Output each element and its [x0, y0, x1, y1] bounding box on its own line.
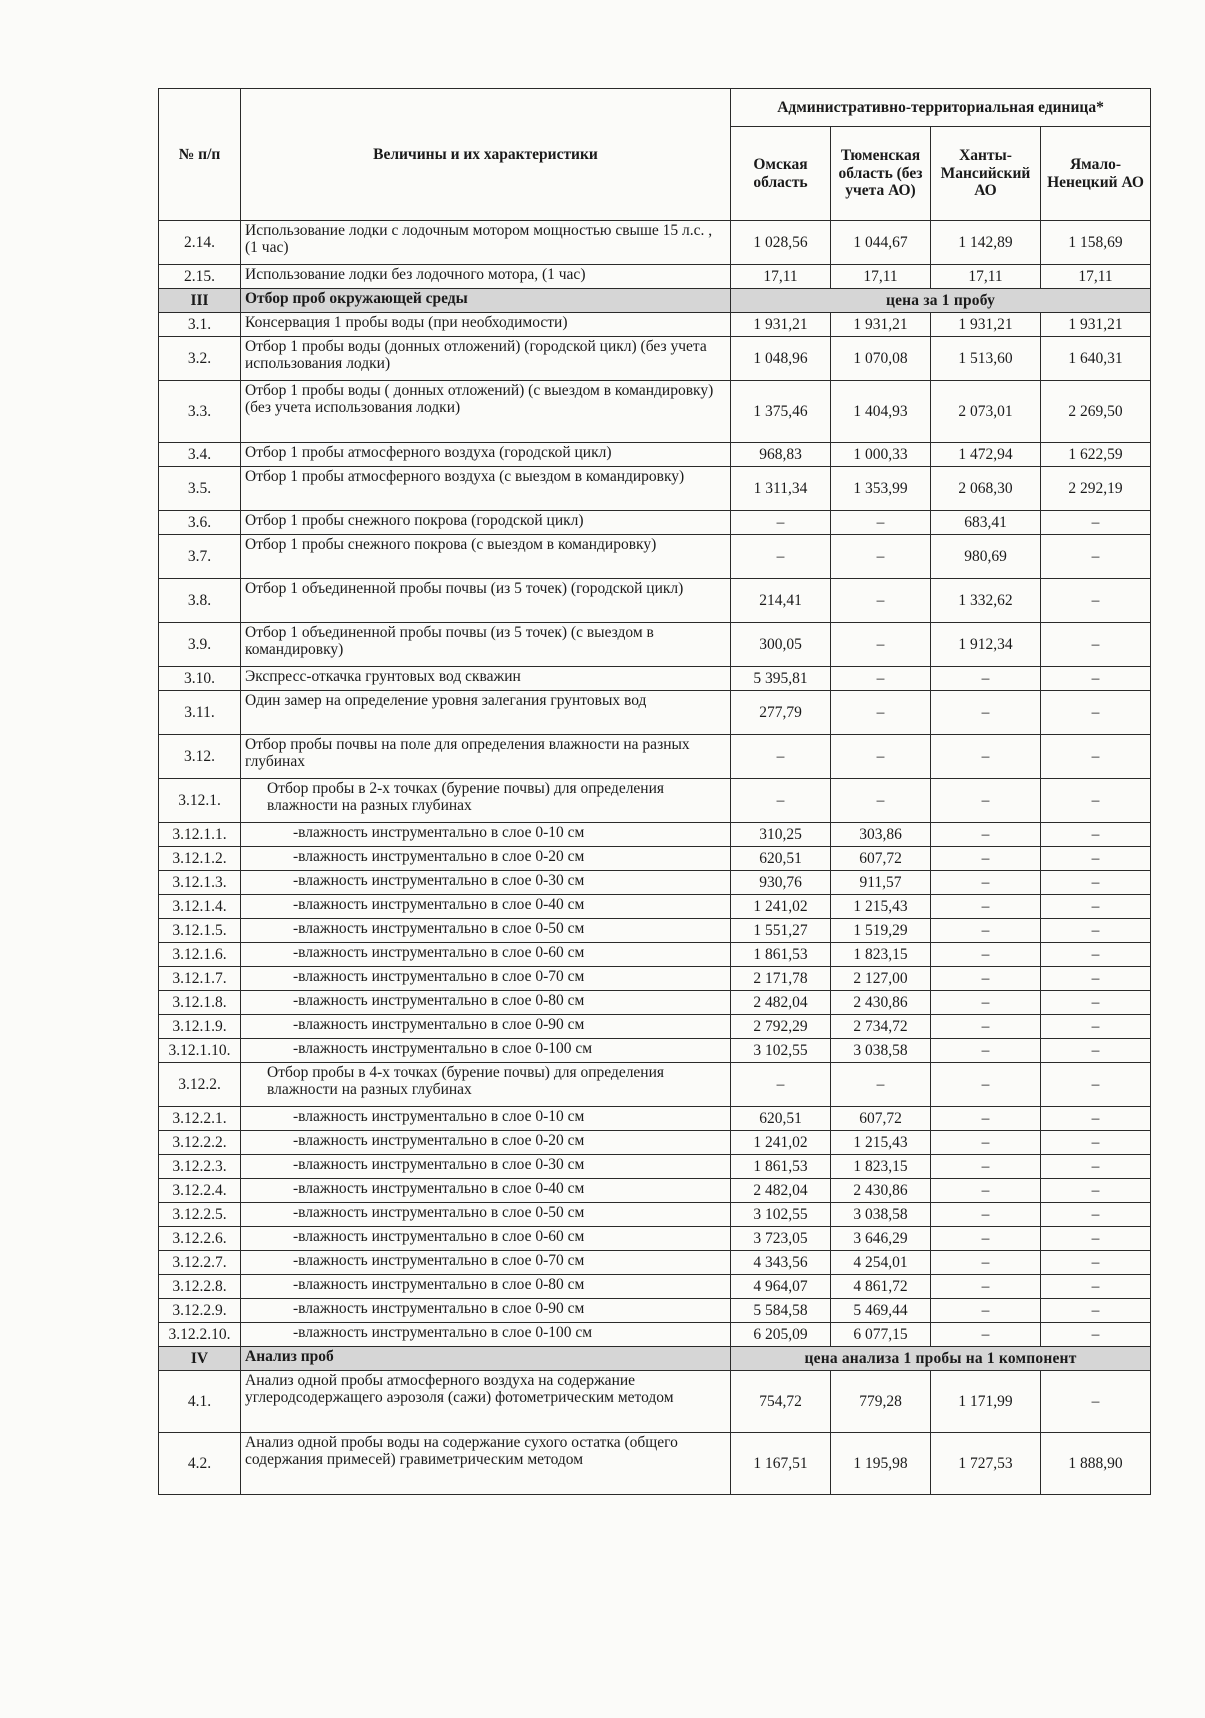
row-number: 3.12.: [159, 735, 241, 779]
value-khmao: –: [931, 967, 1041, 991]
value-yanao: –: [1041, 1179, 1151, 1203]
value-khmao: –: [931, 1275, 1041, 1299]
row-number: 3.4.: [159, 443, 241, 467]
value-omsk: 17,11: [731, 265, 831, 289]
row-description: Отбор 1 пробы снежного покрова (городской цикл): [241, 511, 731, 535]
header-region-khmao: Ханты-Мансийский АО: [931, 127, 1041, 221]
value-khmao: 1 171,99: [931, 1371, 1041, 1433]
value-tyumen: 1 931,21: [831, 313, 931, 337]
value-tyumen: 303,86: [831, 823, 931, 847]
row-description: -влажность инструментально в слое 0-70 см: [241, 1251, 731, 1275]
value-omsk: 3 723,05: [731, 1227, 831, 1251]
row-description: -влажность инструментально в слое 0-10 см: [241, 823, 731, 847]
table-row: [159, 1227, 1151, 1251]
value-omsk: 2 171,78: [731, 967, 831, 991]
price-table: [158, 88, 1151, 1495]
value-omsk: 3 102,55: [731, 1039, 831, 1063]
header-region-group: Административно-территориальная единица*: [731, 89, 1151, 127]
header-region-tyumen: Тюменская область (без учета АО): [831, 127, 931, 221]
value-tyumen: –: [831, 691, 931, 735]
value-khmao: –: [931, 871, 1041, 895]
row-description: -влажность инструментально в слое 0-50 см: [241, 919, 731, 943]
value-tyumen: –: [831, 779, 931, 823]
table-row: [159, 1015, 1151, 1039]
value-yanao: –: [1041, 991, 1151, 1015]
value-khmao: –: [931, 779, 1041, 823]
row-number: 2.14.: [159, 221, 241, 265]
row-number: 3.12.1.8.: [159, 991, 241, 1015]
table-row: [159, 1275, 1151, 1299]
value-yanao: –: [1041, 1155, 1151, 1179]
row-number: 3.5.: [159, 467, 241, 511]
value-omsk: 754,72: [731, 1371, 831, 1433]
table-row: [159, 895, 1151, 919]
row-number: 2.15.: [159, 265, 241, 289]
row-number: 3.12.1.5.: [159, 919, 241, 943]
value-yanao: –: [1041, 779, 1151, 823]
row-number: 3.12.1.2.: [159, 847, 241, 871]
table-row: [159, 337, 1151, 381]
value-tyumen: 1 215,43: [831, 1131, 931, 1155]
value-khmao: –: [931, 1299, 1041, 1323]
table-row: [159, 623, 1151, 667]
value-tyumen: 1 823,15: [831, 1155, 931, 1179]
value-omsk: 1 375,46: [731, 381, 831, 443]
table-row: [159, 1039, 1151, 1063]
row-description: -влажность инструментально в слое 0-90 см: [241, 1015, 731, 1039]
value-tyumen: –: [831, 667, 931, 691]
row-description: -влажность инструментально в слое 0-40 см: [241, 895, 731, 919]
table-row: [159, 1251, 1151, 1275]
value-omsk: 2 482,04: [731, 1179, 831, 1203]
row-description: -влажность инструментально в слое 0-40 см: [241, 1179, 731, 1203]
value-omsk: 1 311,34: [731, 467, 831, 511]
row-description: Использование лодки без лодочного мотора, (1 час): [241, 265, 731, 289]
value-tyumen: 2 127,00: [831, 967, 931, 991]
table-row: [159, 1131, 1151, 1155]
value-omsk: 1 048,96: [731, 337, 831, 381]
row-number: III: [159, 289, 241, 313]
row-description: -влажность инструментально в слое 0-80 см: [241, 991, 731, 1015]
table-row: [159, 1179, 1151, 1203]
value-omsk: 300,05: [731, 623, 831, 667]
row-number: 3.12.1.: [159, 779, 241, 823]
row-description: Отбор 1 пробы атмосферного воздуха (городской цикл): [241, 443, 731, 467]
row-description: Отбор проб окружающей среды: [241, 289, 731, 313]
row-description: -влажность инструментально в слое 0-20 см: [241, 1131, 731, 1155]
row-description: -влажность инструментально в слое 0-60 см: [241, 1227, 731, 1251]
value-yanao: –: [1041, 919, 1151, 943]
header-description: Величины и их характеристики: [241, 89, 731, 221]
row-number: 3.6.: [159, 511, 241, 535]
value-khmao: 1 912,34: [931, 623, 1041, 667]
value-omsk: 6 205,09: [731, 1323, 831, 1347]
value-khmao: –: [931, 991, 1041, 1015]
table-row: [159, 967, 1151, 991]
row-description: Анализ одной пробы атмосферного воздуха на содержание углеродсодержащего аэрозоля (сажи) фотометрическим методом: [241, 1371, 731, 1433]
value-yanao: –: [1041, 623, 1151, 667]
value-omsk: 3 102,55: [731, 1203, 831, 1227]
row-number: 3.12.2.9.: [159, 1299, 241, 1323]
value-tyumen: –: [831, 1063, 931, 1107]
value-omsk: 310,25: [731, 823, 831, 847]
value-yanao: 2 292,19: [1041, 467, 1151, 511]
value-tyumen: 2 430,86: [831, 1179, 931, 1203]
row-number: 3.11.: [159, 691, 241, 735]
row-number: 3.12.2.10.: [159, 1323, 241, 1347]
value-yanao: –: [1041, 735, 1151, 779]
value-omsk: 1 931,21: [731, 313, 831, 337]
row-number: 3.12.1.9.: [159, 1015, 241, 1039]
section-price-note: цена за 1 пробу: [731, 289, 1151, 313]
value-yanao: –: [1041, 1275, 1151, 1299]
row-number: 3.12.2.3.: [159, 1155, 241, 1179]
table-row: [159, 1203, 1151, 1227]
section-row: [159, 1347, 1151, 1371]
value-omsk: 1 241,02: [731, 1131, 831, 1155]
value-yanao: –: [1041, 511, 1151, 535]
value-omsk: 1 167,51: [731, 1433, 831, 1495]
row-number: 3.2.: [159, 337, 241, 381]
value-tyumen: –: [831, 735, 931, 779]
value-omsk: 2 482,04: [731, 991, 831, 1015]
row-number: 4.1.: [159, 1371, 241, 1433]
row-number: 3.12.2.5.: [159, 1203, 241, 1227]
header-region-yanao: Ямало-Ненецкий АО: [1041, 127, 1151, 221]
value-yanao: 17,11: [1041, 265, 1151, 289]
row-number: 3.12.1.4.: [159, 895, 241, 919]
row-description: Отбор пробы в 2-х точках (бурение почвы) для определения влажности на разных глубинах: [241, 779, 731, 823]
value-khmao: –: [931, 1323, 1041, 1347]
value-omsk: –: [731, 1063, 831, 1107]
value-tyumen: 3 646,29: [831, 1227, 931, 1251]
value-khmao: –: [931, 919, 1041, 943]
value-yanao: 1 158,69: [1041, 221, 1151, 265]
value-tyumen: 607,72: [831, 1107, 931, 1131]
row-description: Отбор 1 пробы снежного покрова (с выездом в командировку): [241, 535, 731, 579]
table-row: [159, 221, 1151, 265]
row-number: 3.10.: [159, 667, 241, 691]
value-omsk: 4 343,56: [731, 1251, 831, 1275]
value-tyumen: 3 038,58: [831, 1039, 931, 1063]
value-tyumen: 779,28: [831, 1371, 931, 1433]
table-row: [159, 667, 1151, 691]
value-omsk: 1 028,56: [731, 221, 831, 265]
value-tyumen: 2 430,86: [831, 991, 931, 1015]
value-yanao: –: [1041, 871, 1151, 895]
row-description: -влажность инструментально в слое 0-30 см: [241, 871, 731, 895]
row-number: 3.12.1.10.: [159, 1039, 241, 1063]
value-khmao: 1 332,62: [931, 579, 1041, 623]
row-description: -влажность инструментально в слое 0-60 см: [241, 943, 731, 967]
value-khmao: –: [931, 1179, 1041, 1203]
value-tyumen: 911,57: [831, 871, 931, 895]
value-tyumen: –: [831, 623, 931, 667]
value-khmao: –: [931, 1131, 1041, 1155]
row-description: -влажность инструментально в слое 0-10 см: [241, 1107, 731, 1131]
row-description: -влажность инструментально в слое 0-70 см: [241, 967, 731, 991]
row-number: 3.3.: [159, 381, 241, 443]
value-khmao: –: [931, 1107, 1041, 1131]
table-row: [159, 847, 1151, 871]
value-omsk: 5 584,58: [731, 1299, 831, 1323]
value-yanao: 1 622,59: [1041, 443, 1151, 467]
value-khmao: 1 931,21: [931, 313, 1041, 337]
value-khmao: –: [931, 735, 1041, 779]
value-khmao: –: [931, 1015, 1041, 1039]
value-yanao: 2 269,50: [1041, 381, 1151, 443]
header-number: № п/п: [159, 89, 241, 221]
value-yanao: –: [1041, 1227, 1151, 1251]
value-tyumen: 1 823,15: [831, 943, 931, 967]
value-tyumen: 1 195,98: [831, 1433, 931, 1495]
table-row: [159, 1323, 1151, 1347]
row-description: Отбор 1 пробы воды ( донных отложений) (с выездом в командировку) (без учета использования лодки): [241, 381, 731, 443]
value-yanao: –: [1041, 895, 1151, 919]
value-omsk: 1 551,27: [731, 919, 831, 943]
value-omsk: 1 861,53: [731, 943, 831, 967]
table-row: [159, 991, 1151, 1015]
row-number: 3.12.2.: [159, 1063, 241, 1107]
value-yanao: 1 640,31: [1041, 337, 1151, 381]
value-omsk: 214,41: [731, 579, 831, 623]
value-yanao: 1 931,21: [1041, 313, 1151, 337]
value-tyumen: 1 519,29: [831, 919, 931, 943]
value-khmao: 683,41: [931, 511, 1041, 535]
row-number: 3.12.2.8.: [159, 1275, 241, 1299]
row-number: 3.1.: [159, 313, 241, 337]
value-khmao: –: [931, 1251, 1041, 1275]
table-row: [159, 1063, 1151, 1107]
row-description: Анализ одной пробы воды на содержание сухого остатка (общего содержания примесей) гравиметрическим методом: [241, 1433, 731, 1495]
value-khmao: –: [931, 1203, 1041, 1227]
row-description: Отбор пробы в 4-х точках (бурение почвы) для определения влажности на разных глубинах: [241, 1063, 731, 1107]
value-tyumen: 4 254,01: [831, 1251, 931, 1275]
row-number: 3.9.: [159, 623, 241, 667]
value-tyumen: 6 077,15: [831, 1323, 931, 1347]
value-omsk: 620,51: [731, 1107, 831, 1131]
row-description: -влажность инструментально в слое 0-20 см: [241, 847, 731, 871]
table-row: [159, 535, 1151, 579]
row-number: 4.2.: [159, 1433, 241, 1495]
value-khmao: 2 073,01: [931, 381, 1041, 443]
value-khmao: –: [931, 895, 1041, 919]
table-row: [159, 313, 1151, 337]
row-description: -влажность инструментально в слое 0-90 см: [241, 1299, 731, 1323]
table-row: [159, 919, 1151, 943]
value-yanao: –: [1041, 1131, 1151, 1155]
table-row: [159, 735, 1151, 779]
table-row: [159, 467, 1151, 511]
row-description: Отбор 1 объединенной пробы почвы (из 5 точек) (городской цикл): [241, 579, 731, 623]
table-row: [159, 579, 1151, 623]
value-tyumen: –: [831, 535, 931, 579]
row-number: 3.12.1.7.: [159, 967, 241, 991]
row-description: Отбор 1 объединенной пробы почвы (из 5 точек) (с выездом в командировку): [241, 623, 731, 667]
table-row: [159, 823, 1151, 847]
table-row: [159, 1155, 1151, 1179]
value-khmao: –: [931, 1155, 1041, 1179]
value-yanao: –: [1041, 667, 1151, 691]
value-omsk: 1 241,02: [731, 895, 831, 919]
value-yanao: 1 888,90: [1041, 1433, 1151, 1495]
value-tyumen: –: [831, 511, 931, 535]
value-omsk: –: [731, 779, 831, 823]
row-description: -влажность инструментально в слое 0-100 см: [241, 1323, 731, 1347]
value-yanao: –: [1041, 1015, 1151, 1039]
table-row: [159, 1433, 1151, 1495]
value-omsk: –: [731, 511, 831, 535]
value-yanao: –: [1041, 847, 1151, 871]
value-yanao: –: [1041, 1251, 1151, 1275]
value-yanao: –: [1041, 823, 1151, 847]
value-khmao: –: [931, 691, 1041, 735]
value-omsk: 968,83: [731, 443, 831, 467]
row-number: IV: [159, 1347, 241, 1371]
table-row: [159, 381, 1151, 443]
value-yanao: –: [1041, 1323, 1151, 1347]
value-tyumen: 607,72: [831, 847, 931, 871]
table-row: [159, 871, 1151, 895]
row-description: Консервация 1 пробы воды (при необходимости): [241, 313, 731, 337]
value-omsk: –: [731, 735, 831, 779]
table-row: [159, 443, 1151, 467]
table-row: [159, 265, 1151, 289]
value-tyumen: 1 404,93: [831, 381, 931, 443]
value-tyumen: 4 861,72: [831, 1275, 931, 1299]
value-omsk: 2 792,29: [731, 1015, 831, 1039]
value-omsk: 620,51: [731, 847, 831, 871]
row-number: 3.7.: [159, 535, 241, 579]
table-row: [159, 1299, 1151, 1323]
value-yanao: –: [1041, 1063, 1151, 1107]
value-tyumen: 2 734,72: [831, 1015, 931, 1039]
value-yanao: –: [1041, 1371, 1151, 1433]
value-yanao: –: [1041, 691, 1151, 735]
value-tyumen: 1 215,43: [831, 895, 931, 919]
row-number: 3.12.2.4.: [159, 1179, 241, 1203]
value-omsk: 930,76: [731, 871, 831, 895]
row-number: 3.12.2.7.: [159, 1251, 241, 1275]
value-tyumen: 1 044,67: [831, 221, 931, 265]
value-khmao: –: [931, 1063, 1041, 1107]
value-yanao: –: [1041, 1203, 1151, 1227]
value-khmao: 1 142,89: [931, 221, 1041, 265]
row-description: Один замер на определение уровня залегания грунтовых вод: [241, 691, 731, 735]
value-tyumen: 1 353,99: [831, 467, 931, 511]
value-yanao: –: [1041, 1039, 1151, 1063]
value-khmao: –: [931, 847, 1041, 871]
row-number: 3.12.2.1.: [159, 1107, 241, 1131]
value-yanao: –: [1041, 1107, 1151, 1131]
value-khmao: –: [931, 943, 1041, 967]
section-row: [159, 289, 1151, 313]
value-omsk: 277,79: [731, 691, 831, 735]
row-description: Отбор пробы почвы на поле для определения влажности на разных глубинах: [241, 735, 731, 779]
value-yanao: –: [1041, 943, 1151, 967]
value-khmao: 2 068,30: [931, 467, 1041, 511]
table-body: [159, 221, 1151, 1495]
value-khmao: –: [931, 1227, 1041, 1251]
row-description: Отбор 1 пробы воды (донных отложений) (городской цикл) (без учета использования лодки): [241, 337, 731, 381]
value-khmao: 1 472,94: [931, 443, 1041, 467]
value-khmao: 17,11: [931, 265, 1041, 289]
row-description: Анализ проб: [241, 1347, 731, 1371]
value-khmao: –: [931, 823, 1041, 847]
row-number: 3.12.1.3.: [159, 871, 241, 895]
value-tyumen: 1 000,33: [831, 443, 931, 467]
row-number: 3.12.2.2.: [159, 1131, 241, 1155]
row-number: 3.12.1.6.: [159, 943, 241, 967]
row-description: -влажность инструментально в слое 0-100 см: [241, 1039, 731, 1063]
value-tyumen: 1 070,08: [831, 337, 931, 381]
value-khmao: –: [931, 1039, 1041, 1063]
table-row: [159, 1371, 1151, 1433]
table-row: [159, 943, 1151, 967]
value-tyumen: 5 469,44: [831, 1299, 931, 1323]
row-number: 3.12.1.1.: [159, 823, 241, 847]
value-tyumen: 17,11: [831, 265, 931, 289]
row-description: Использование лодки с лодочным мотором мощностью свыше 15 л.с. , (1 час): [241, 221, 731, 265]
value-yanao: –: [1041, 535, 1151, 579]
row-number: 3.8.: [159, 579, 241, 623]
row-description: Отбор 1 пробы атмосферного воздуха (с выездом в командировку): [241, 467, 731, 511]
value-khmao: 1 513,60: [931, 337, 1041, 381]
value-khmao: –: [931, 667, 1041, 691]
value-tyumen: –: [831, 579, 931, 623]
table-row: [159, 511, 1151, 535]
table-row: [159, 779, 1151, 823]
row-description: -влажность инструментально в слое 0-80 см: [241, 1275, 731, 1299]
row-description: Экспресс-откачка грунтовых вод скважин: [241, 667, 731, 691]
header-region-omsk: Омская область: [731, 127, 831, 221]
row-description: -влажность инструментально в слое 0-50 см: [241, 1203, 731, 1227]
value-yanao: –: [1041, 1299, 1151, 1323]
table-row: [159, 691, 1151, 735]
row-number: 3.12.2.6.: [159, 1227, 241, 1251]
value-tyumen: 3 038,58: [831, 1203, 931, 1227]
value-omsk: 1 861,53: [731, 1155, 831, 1179]
value-khmao: 980,69: [931, 535, 1041, 579]
value-yanao: –: [1041, 579, 1151, 623]
value-omsk: 4 964,07: [731, 1275, 831, 1299]
value-omsk: 5 395,81: [731, 667, 831, 691]
table-row: [159, 1107, 1151, 1131]
row-description: -влажность инструментально в слое 0-30 см: [241, 1155, 731, 1179]
value-yanao: –: [1041, 967, 1151, 991]
value-khmao: 1 727,53: [931, 1433, 1041, 1495]
section-price-note: цена анализа 1 пробы на 1 компонент: [731, 1347, 1151, 1371]
value-omsk: –: [731, 535, 831, 579]
